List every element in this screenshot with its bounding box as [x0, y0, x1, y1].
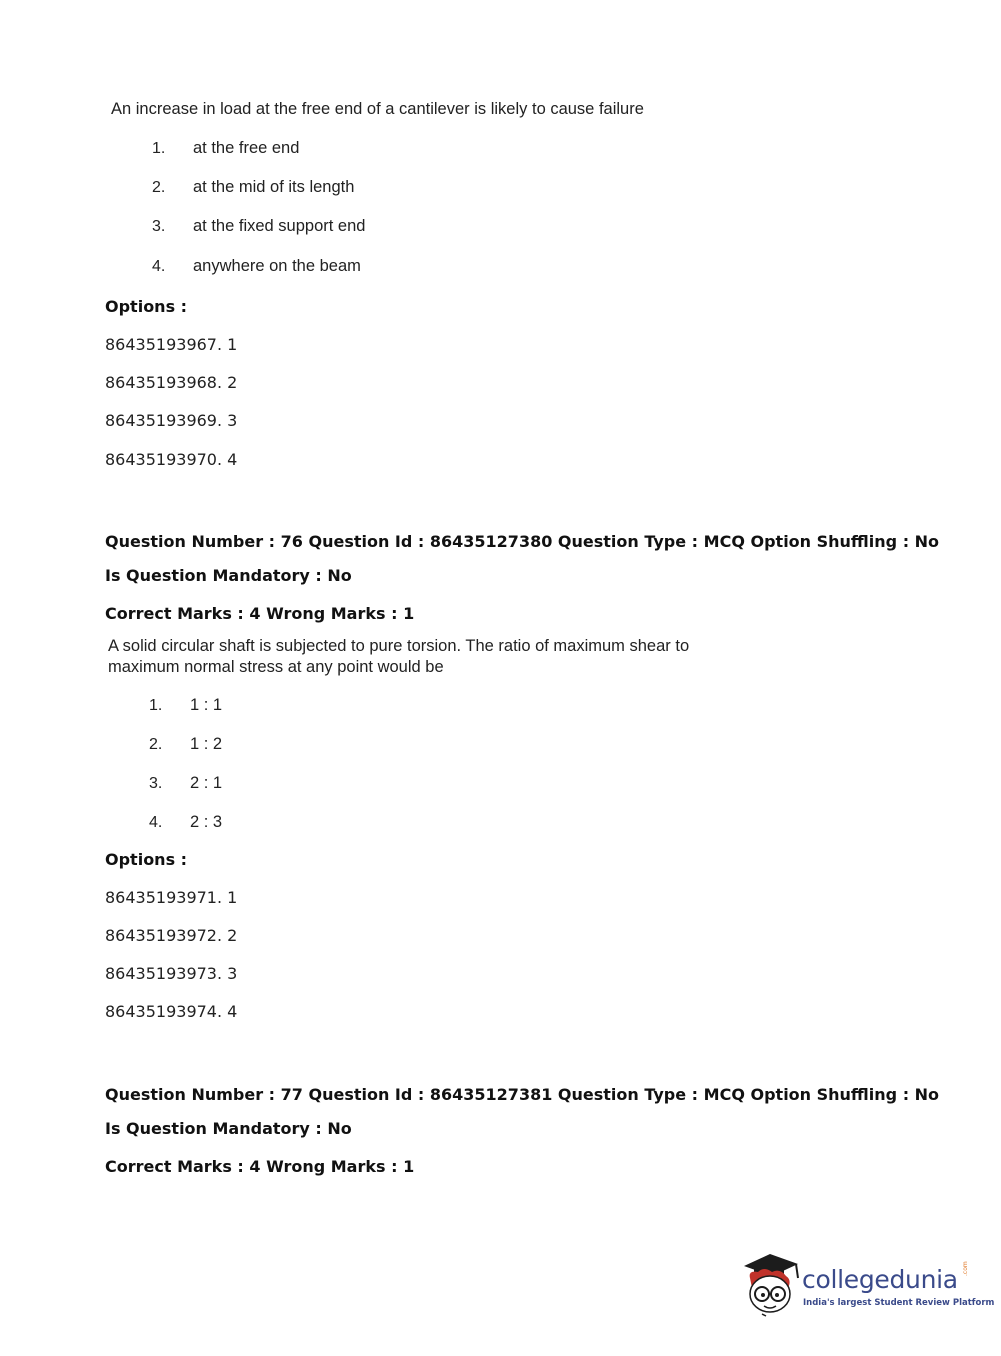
q77-marks: Correct Marks : 4 Wrong Marks : 1	[105, 1157, 415, 1176]
q75-choice-4-text: anywhere on the beam	[193, 257, 361, 275]
q76-option-id-3: 86435193973. 3	[105, 964, 238, 983]
question-75-stem: An increase in load at the free end of a cantilever is likely to cause failure	[111, 100, 644, 118]
mascot-icon	[740, 1248, 802, 1318]
q75-option-id-4: 86435193970. 4	[105, 450, 238, 469]
collegedunia-logo	[740, 1248, 995, 1320]
logo-com-suffix: .com	[962, 1261, 969, 1276]
q75-option-id-2: 86435193968. 2	[105, 373, 238, 392]
q76-option-id-1: 86435193971. 1	[105, 888, 238, 907]
q76-marks: Correct Marks : 4 Wrong Marks : 1	[105, 604, 415, 623]
q76-choice-1-number: 1.	[149, 697, 163, 714]
q75-option-id-3: 86435193969. 3	[105, 411, 238, 430]
q75-option-id-1: 86435193967. 1	[105, 335, 238, 354]
q75-choice-2-text: at the mid of its length	[193, 178, 355, 196]
q76-choice-2-text: 1 : 2	[190, 735, 223, 753]
q77-mandatory: Is Question Mandatory : No	[105, 1119, 352, 1138]
q76-stem-line-1: A solid circular shaft is subjected to pure torsion. The ratio of maximum shear to	[108, 637, 690, 655]
q76-mandatory: Is Question Mandatory : No	[105, 566, 352, 585]
q75-choice-2-number: 2.	[152, 179, 166, 196]
logo-wordmark: collegedunia	[802, 1265, 958, 1294]
q75-choice-1-text: at the free end	[193, 139, 300, 157]
q76-header: Question Number : 76 Question Id : 86435127380 Question Type : MCQ Option Shuffling : No	[105, 532, 940, 551]
q76-choice-2-number: 2.	[149, 736, 163, 753]
q76-option-id-2: 86435193972. 2	[105, 926, 238, 945]
logo-tagline: India's largest Student Review Platform	[803, 1298, 995, 1308]
q76-choice-3-text: 2 : 1	[190, 774, 223, 792]
q76-choice-3-number: 3.	[149, 775, 163, 792]
q76-options-label: Options :	[105, 850, 188, 869]
q75-choice-3-text: at the fixed support end	[193, 217, 366, 235]
q76-choice-1-text: 1 : 1	[190, 696, 223, 714]
q75-choice-4-number: 4.	[152, 258, 166, 275]
q76-choice-4-number: 4.	[149, 814, 163, 831]
q76-stem-line-2: maximum normal stress at any point would be	[108, 658, 444, 676]
q76-option-id-4: 86435193974. 4	[105, 1002, 238, 1021]
q75-choice-3-number: 3.	[152, 218, 166, 235]
q75-options-label: Options :	[105, 297, 188, 316]
q75-choice-1-number: 1.	[152, 140, 166, 157]
q77-header: Question Number : 77 Question Id : 86435127381 Question Type : MCQ Option Shuffling : No	[105, 1085, 940, 1104]
q76-choice-4-text: 2 : 3	[190, 813, 223, 831]
